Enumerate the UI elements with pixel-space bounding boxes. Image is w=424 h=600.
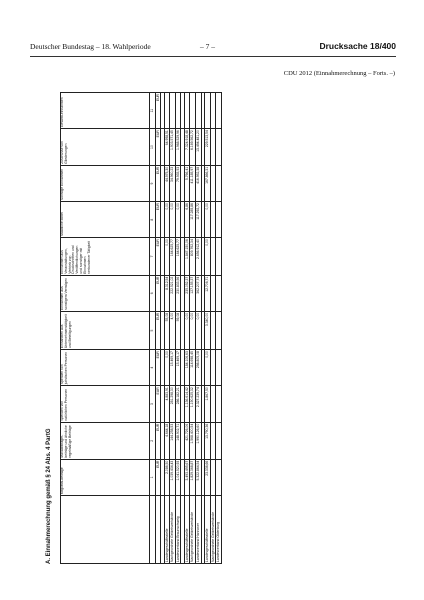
column-header-8: Staatliche Mittel: [61, 202, 150, 238]
table-cell: 1.190.625,32: [190, 386, 196, 423]
table-cell: 117.285,86: [190, 202, 196, 238]
row-label: Landesverband Hannover: [195, 496, 201, 564]
column-header-6: Einnahmen aus sonstigem Vermögen: [61, 275, 150, 311]
column-number-5: 5: [150, 311, 156, 349]
table-cell: 79.935,53: [175, 165, 181, 201]
table-cell: 13.790,36: [204, 422, 210, 459]
table-cell: 0,00: [195, 311, 201, 349]
column-header-11: Gesamt-einnahmen: [61, 93, 150, 129]
table-title: A. Einnahmerechnung gemäß § 24 Abs. 4 PartG: [46, 428, 52, 564]
unit-cell-8: EUR: [155, 202, 161, 238]
revenue-table: [60, 92, 222, 564]
document-number-prefix: Drucksache 18/: [319, 41, 382, 51]
row-label: Nachgeordnete Gebietsverbände: [190, 496, 196, 564]
row-label: Landesgeschäftsstelle: [184, 496, 190, 564]
column-header-2: Mandatsträger-beiträge und ähnliche regelmäßige Beiträge: [61, 422, 150, 459]
table-cell: 64.958,51: [164, 129, 170, 166]
table-cell: 2.656.912,40: [195, 238, 201, 276]
table-cell: 164.625,77: [175, 238, 181, 276]
table-cell: 44.975,30: [164, 165, 170, 201]
column-header-7: Einnahmen aus Veranstaltungen, Vertrieb von Druckschriften und Veröffentlichungen und sonstiger mit Einnahmen verbundener Tätigkeit: [61, 238, 150, 276]
row-label: Landesverband Oldenburg: [216, 496, 222, 564]
table-cell: 0,00: [164, 202, 170, 238]
table-cell: 0,00: [184, 311, 190, 349]
table-cell: 0,00: [204, 238, 210, 276]
table-cell: 13.494.481,20: [195, 129, 201, 166]
unit-cell-1: EUR: [155, 459, 161, 496]
table-cell: 34.960,23: [170, 165, 176, 201]
row-label: Nachgeordnete Gebietsverbände: [170, 496, 176, 564]
table-cell: 127.155,37: [190, 275, 196, 311]
table-cell: 15.469,17: [175, 350, 181, 386]
table-cell: 3.493.495,67: [184, 459, 190, 496]
table-cell: 184.106,63: [184, 350, 190, 386]
header-rule: [30, 56, 396, 57]
table-cell: 1.968.529,96: [175, 129, 181, 166]
document-number: [319, 41, 396, 51]
column-header-3: Spenden von natürlichen Personen: [61, 386, 150, 423]
column-number-8: 8: [150, 202, 156, 238]
rotated-table-area: [44, 92, 378, 566]
column-header-1: Mitglieds-beiträge: [61, 459, 150, 496]
table-cell: [216, 93, 222, 129]
table-cell: 1.990.126,60: [195, 422, 201, 459]
table-cell: 0,00: [164, 350, 170, 386]
table-cell: 1.136.614,42: [184, 386, 190, 423]
unit-cell-9: EUR: [155, 165, 161, 201]
table-cell: 7.324.918,48: [184, 129, 190, 166]
unit-cell-10: EUR: [155, 129, 161, 166]
column-header-10: Zuschüsse von Gliederungen: [61, 129, 150, 166]
table-cell: 235.052,37: [184, 275, 190, 311]
rotated-sheet: [44, 92, 378, 566]
table-cell: [216, 238, 222, 276]
table-cell: 1.041.520,93: [175, 459, 181, 496]
unit-cell-4: EUR: [155, 350, 161, 386]
table-cell: 230.833,56: [175, 275, 181, 311]
document-number-suffix: 400: [381, 41, 396, 51]
table-cell: [216, 422, 222, 459]
table-cell: 0,00: [170, 202, 176, 238]
column-number-11: 11: [150, 93, 156, 129]
table-cell: 2.327.239,74: [195, 386, 201, 423]
column-number-9: 9: [150, 165, 156, 201]
table-cell: [216, 386, 222, 423]
table-cell: 0,00: [164, 238, 170, 276]
column-number-2: 2: [150, 422, 156, 459]
table-cell: [216, 311, 222, 349]
column-header-4: Spenden von juristischen Personen: [61, 350, 150, 386]
unit-cell-3: EUR: [155, 386, 161, 423]
header-cell-label: [61, 496, 150, 564]
table-cell: 2.086,50: [164, 459, 170, 496]
table-cell: 8.312,54: [164, 275, 170, 311]
unit-cell-6: EUR: [155, 275, 161, 311]
table-cell: 421.726,06: [184, 422, 190, 459]
column-number-3: 3: [150, 386, 156, 423]
unit-cell-11: EUR: [155, 93, 161, 129]
table-cell: 164.625,77: [170, 238, 176, 276]
table-cell: 809.762,34: [190, 238, 196, 276]
table-cell: [216, 459, 222, 496]
table-cell: 6,86: [184, 202, 190, 238]
table-cell: 6.169.562,72: [190, 129, 196, 166]
row-label: Landesverband Braunschweig: [175, 496, 181, 564]
table-cell: 1.568.400,54: [190, 422, 196, 459]
table-cell: 0,00: [190, 311, 196, 349]
table-cell: 281.298,30: [170, 386, 176, 423]
table-row: [216, 93, 222, 564]
table-cell: [216, 202, 222, 238]
column-header-9: Sonstige Einnahmen: [61, 165, 150, 201]
table-cell: 222.521,02: [170, 275, 176, 311]
table-cell: 362.207,74: [195, 275, 201, 311]
column-number-1: 1: [150, 459, 156, 496]
table-cell: 1.829.368,87: [190, 459, 196, 496]
row-label: Landesgeschäftsstelle: [164, 496, 170, 564]
table-cell: 55,08: [164, 311, 170, 349]
table-cell: 5.766,41: [184, 165, 190, 201]
section-subheader: CDU 2012 (Einnahmerechnung – Forts. –): [283, 70, 395, 77]
table-cell: 1.039.434,43: [170, 459, 176, 496]
table-cell: [216, 275, 222, 311]
table-cell: 4.644,18: [164, 422, 170, 459]
table-cell: 144.258,53: [170, 422, 176, 459]
column-header-5: Einnahmen aus Unternehmenstätigkeit und Beteiligungen: [61, 311, 150, 349]
table-cell: 4.883,91: [164, 386, 170, 423]
table-cell: [216, 165, 222, 201]
column-number-6: 6: [150, 275, 156, 311]
table-cell: 117.292,72: [195, 202, 201, 238]
table-cell: 1.867,50: [204, 386, 210, 423]
table-cell: 114.698,45: [190, 350, 196, 386]
table-cell: 298.805,08: [195, 350, 201, 386]
column-header-row: [61, 93, 150, 564]
table-cell: 3.340,00: [204, 311, 210, 349]
table-cell: [216, 350, 222, 386]
table-cell: 15.469,17: [170, 350, 176, 386]
table-cell: 12.706,71: [204, 275, 210, 311]
table-cell: [216, 129, 222, 166]
table-cell: 148.902,71: [175, 422, 181, 459]
table-cell: 4,00: [170, 311, 176, 349]
table-cell: 411.185,97: [190, 165, 196, 201]
table-cell: 416.952,38: [195, 165, 201, 201]
table-cell: 0,00: [175, 202, 181, 238]
table-cell: 1.903.571,45: [170, 129, 176, 166]
page-header: [30, 42, 396, 56]
table-cell: 167.866,31: [204, 165, 210, 201]
table-cell: 0,00: [204, 350, 210, 386]
table-cell: 0,00: [204, 202, 210, 238]
column-number-4: 4: [150, 350, 156, 386]
table-cell: 229.513,54: [204, 129, 210, 166]
header-left: Deutscher Bundestag – 18. Wahlperiode: [30, 42, 151, 51]
table-cell: 1.847.150,06: [184, 238, 190, 276]
row-label: Nachgeordnete Gebietsverbände: [210, 496, 216, 564]
column-number-7: 7: [150, 238, 156, 276]
table-cell: 286.182,21: [175, 386, 181, 423]
unit-cell-7: EUR: [155, 238, 161, 276]
unit-cell-5: EUR: [155, 311, 161, 349]
page-number: – 7 –: [200, 42, 215, 51]
table-cell: 5.322.864,54: [195, 459, 201, 496]
table-cell: 59,08: [175, 311, 181, 349]
row-label: Landesgeschäftsstelle: [204, 496, 210, 564]
unit-cell-2: EUR: [155, 422, 161, 459]
table-cell: 23.336,66: [204, 459, 210, 496]
column-number-10: 10: [150, 129, 156, 166]
